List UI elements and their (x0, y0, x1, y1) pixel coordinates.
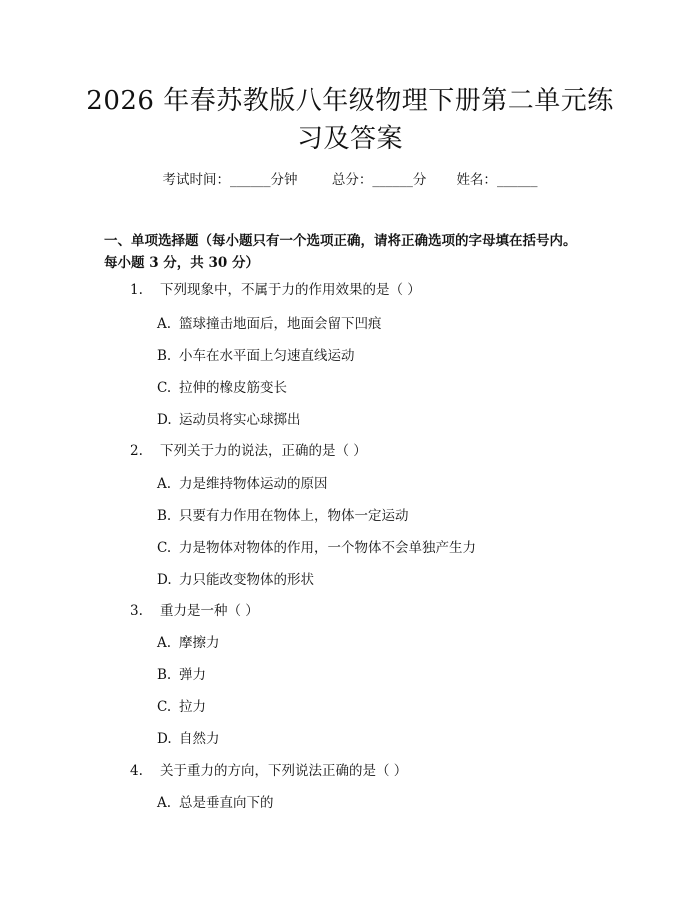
score-label: 总分： (331, 172, 373, 188)
question-number: 3. (130, 603, 143, 619)
name-label: 姓名： (456, 172, 497, 188)
section-header-line-1: 一、单项选择题（每小题只有一个选项正确，请将正确选项的字母填在括号内。 (104, 233, 577, 249)
option-text: 篮球撞击地面后，地面会留下凹痕 (179, 316, 382, 332)
question-text: 关于重力的方向，下列说法正确的是（ ） (160, 763, 408, 779)
question-2-option-c (157, 538, 476, 558)
option-text: 弹力 (179, 667, 206, 683)
option-text: 拉伸的橡皮筋变长 (179, 380, 287, 396)
question-number: 1. (130, 282, 143, 298)
title-line-1: 2026 年春苏教版八年级物理下册第二单元练 (86, 86, 614, 116)
question-text: 下列关于力的说法，正确的是（ ） (160, 443, 367, 459)
section-header-line-2: 每小题 3 分，共 30 分） (104, 255, 259, 271)
option-letter: A. (157, 476, 172, 492)
option-text: 摩擦力 (179, 635, 220, 651)
option-letter: A. (157, 795, 172, 811)
question-1-option-b (157, 346, 355, 366)
question-1-option-c (157, 378, 287, 398)
option-letter: A. (157, 635, 172, 651)
question-1-option-d (157, 410, 301, 430)
question-text: 下列现象中，不属于力的作用效果的是（ ） (160, 282, 421, 298)
question-3-option-a (157, 633, 220, 653)
question-number: 2. (130, 443, 143, 459)
option-text: 只要有力作用在物体上，物体一定运动 (179, 508, 409, 524)
question-4 (130, 761, 407, 781)
question-2-option-b (157, 506, 409, 526)
score-unit: 分 (412, 172, 427, 188)
exam-info-line (0, 168, 700, 188)
question-3-option-d (157, 729, 220, 749)
question-3-option-b (157, 665, 206, 685)
option-letter: D. (157, 412, 172, 428)
option-letter: C. (157, 699, 172, 715)
option-letter: B. (157, 667, 172, 683)
option-letter: C. (157, 380, 172, 396)
option-text: 力是维持物体运动的原因 (179, 476, 328, 492)
question-2-option-a (157, 474, 328, 494)
question-3 (130, 601, 259, 621)
option-text: 运动员将实心球掷出 (179, 412, 301, 428)
section-header (104, 230, 604, 274)
question-text: 重力是一种（ ） (160, 603, 259, 619)
time-label: 考试时间： (162, 172, 231, 188)
question-1 (130, 280, 421, 300)
name-blank: ______ (496, 172, 538, 188)
page-title (60, 82, 640, 158)
option-text: 力只能改变物体的形状 (179, 572, 314, 588)
option-letter: B. (157, 508, 172, 524)
option-text: 小车在水平面上匀速直线运动 (179, 348, 355, 364)
title-line-2: 习及答案 (296, 124, 403, 154)
option-letter: C. (157, 540, 172, 556)
time-unit: 分钟 (270, 172, 298, 188)
question-number: 4. (130, 763, 143, 779)
option-text: 自然力 (179, 731, 220, 747)
question-3-option-c (157, 697, 206, 717)
option-letter: A. (157, 316, 172, 332)
option-text: 拉力 (179, 699, 206, 715)
option-letter: D. (157, 572, 172, 588)
question-2 (130, 441, 367, 461)
question-1-option-a (157, 314, 382, 334)
question-2-option-d (157, 570, 314, 590)
time-blank: ______ (230, 172, 271, 188)
option-letter: B. (157, 348, 172, 364)
score-blank: ______ (372, 172, 413, 188)
option-text: 力是物体对物体的作用，一个物体不会单独产生力 (179, 540, 476, 556)
option-letter: D. (157, 731, 172, 747)
question-4-option-a (157, 793, 274, 813)
option-text: 总是垂直向下的 (179, 795, 274, 811)
